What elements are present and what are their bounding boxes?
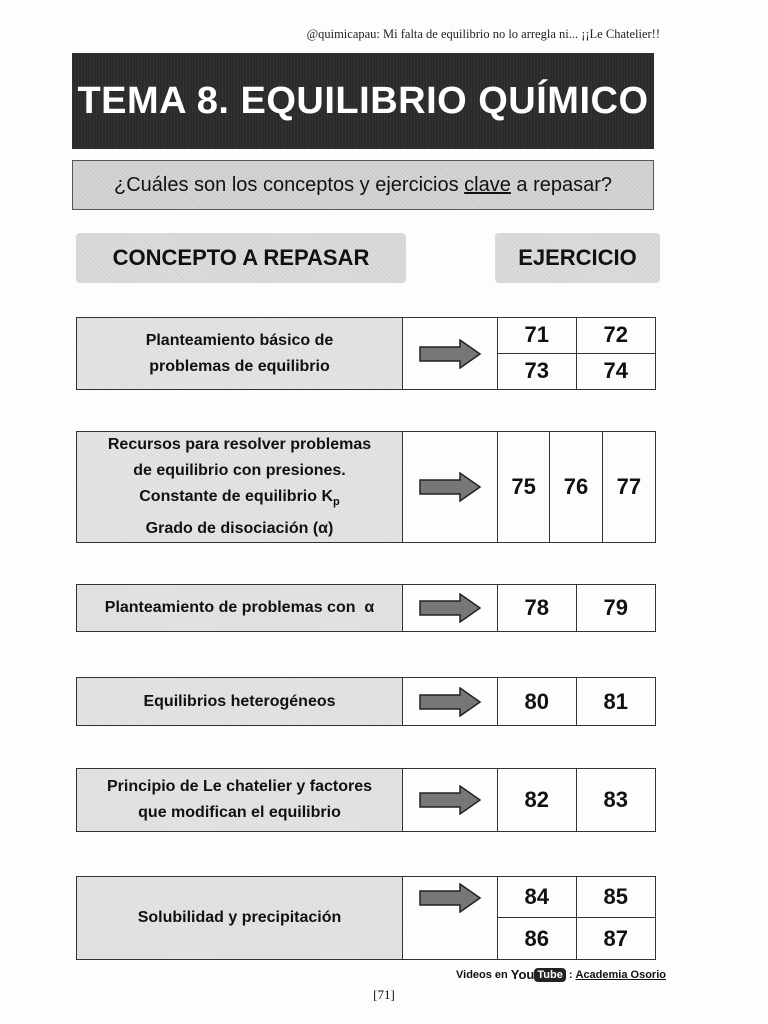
arrow-cell [403, 876, 497, 960]
channel-link[interactable]: Academia Osorio [575, 968, 666, 981]
concept-text [76, 677, 403, 726]
concept-line: Equilibrios heterogéneos [143, 692, 336, 710]
exercise-number: 77 [616, 474, 642, 499]
exercise-number: 84 [498, 877, 577, 918]
concept-row [76, 584, 656, 632]
concept-row [76, 768, 656, 832]
concept-text [76, 431, 403, 543]
exercise-grid [497, 768, 656, 832]
youtube-credit [456, 967, 666, 982]
videos-label: Videos en [456, 968, 508, 981]
concept-text [76, 584, 403, 632]
subtitle-underlined: clave [464, 173, 511, 196]
concept-line: Recursos para resolver problemas [107, 436, 372, 454]
subtitle-banner [72, 160, 654, 210]
exercise-number: 83 [603, 787, 628, 812]
concept-text [76, 317, 403, 390]
concept-text [76, 876, 403, 960]
exercise-grid [497, 876, 656, 960]
right-arrow-icon [418, 593, 482, 623]
youtube-logo [511, 967, 566, 982]
exercise-number: 71 [498, 318, 577, 354]
exercise-number: 73 [498, 354, 577, 390]
right-arrow-icon [418, 687, 482, 717]
page-title: TEMA 8. EQUILIBRIO QUÍMICO [77, 79, 649, 122]
concept-column-header: CONCEPTO A REPASAR [76, 233, 406, 283]
concept-row [76, 677, 656, 726]
youtube-logo-you: You [510, 967, 535, 982]
arrow-cell [403, 431, 497, 543]
exercise-column-header: EJERCICIO [495, 233, 660, 283]
concept-row [76, 876, 656, 960]
exercise-grid [497, 677, 656, 726]
exercise-number: 75 [498, 432, 550, 542]
concept-line: de equilibrio con presiones. [133, 462, 346, 480]
concept-line-kp [139, 484, 340, 515]
concept-line: Planteamiento de problemas con α [104, 599, 375, 616]
subtitle-text-end: a repasar? [510, 173, 613, 196]
right-arrow-icon [418, 472, 482, 502]
exercise-number: 81 [603, 688, 628, 714]
right-arrow-icon [418, 785, 482, 815]
arrow-cell [403, 584, 497, 632]
arrow-cell [403, 317, 497, 390]
exercise-number: 76 [550, 432, 602, 542]
concept-text [76, 768, 403, 832]
arrow-cell [403, 768, 497, 832]
right-arrow-icon [418, 339, 482, 369]
page-number: [71] [373, 987, 395, 1002]
concept-line: Solubilidad y precipitación [137, 909, 342, 926]
credit-separator: : [568, 968, 573, 981]
concept-row [76, 317, 656, 390]
youtube-logo-tube: Tube [534, 968, 565, 982]
concept-line: Constante de equilibrio K [139, 488, 334, 506]
exercise-number: 80 [498, 678, 577, 725]
right-arrow-icon [418, 883, 482, 913]
exercise-number: 79 [603, 595, 628, 620]
concept-line: Planteamiento básico de [145, 331, 334, 349]
exercise-number: 78 [498, 585, 577, 631]
exercise-grid [497, 317, 656, 390]
exercise-number: 74 [603, 358, 628, 384]
kp-subscript: p [333, 496, 340, 509]
exercise-number: 82 [498, 769, 577, 831]
concept-line: Grado de disociación (α) [145, 519, 334, 537]
concept-line: Principio de Le chatelier y factores [107, 778, 372, 795]
exercise-number: 86 [498, 918, 577, 959]
exercise-number: 72 [577, 318, 656, 354]
concept-row [76, 431, 656, 543]
concept-line: problemas de equilibrio [149, 357, 330, 375]
exercise-number: 87 [603, 925, 628, 951]
exercise-grid [497, 584, 656, 632]
exercise-number: 85 [577, 877, 656, 918]
arrow-cell [403, 677, 497, 726]
subtitle-text-start: ¿Cuáles son los conceptos y ejercicios [113, 173, 465, 196]
title-banner [72, 53, 654, 149]
header-note: @quimicapau: Mi falta de equilibrio no lo arregla ni... ¡¡Le Chatelier!! [306, 27, 660, 41]
concept-line: que modifican el equilibrio [138, 804, 341, 821]
exercise-grid [497, 431, 656, 543]
